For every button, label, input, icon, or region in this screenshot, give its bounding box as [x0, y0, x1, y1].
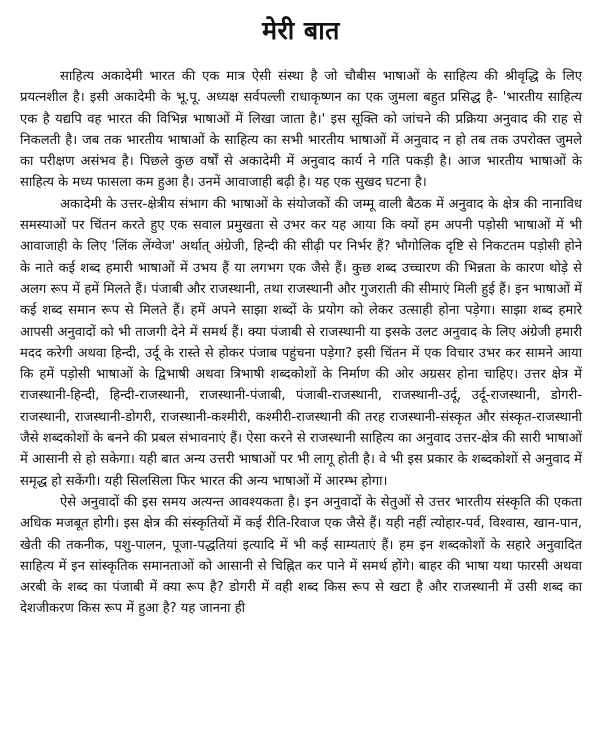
paragraph: ऐसे अनुवादों की इस समय अत्यन्त आवश्यकता है। इन अनुवादों के सेतुओं से उत्तर भारतीय संस्कृति की एकता अधिक मजबूत होगी। इस क्षेत्र की संस्कृतियों में कई रीति-रिवाज एक जैसे हैं। यही नहीं त्योहार-पर्व, विश्वास, खान-पान, खेती की तकनीक, पशु-पालन, पूजा-पद्धतियां इत्यादि में भी कई साम्यताएं हैं। हम इन शब्दकोशों के सहारे अनुवादित साहित्य में इन सांस्कृतिक समानताओं को आसानी से चिह्नित कर पाने में समर्थ होंगे। बाहर की भाषा यथा फारसी अथवा अरबी के शब्द का पंजाबी में क्या रूप है? डोगरी में वही शब्द किस रूप से खटा है और राजस्थानी में उसी शब्द का देशजीकरण किस रूप में हुआ है? यह जानना ही — [20, 494, 582, 617]
paragraph: अकादेमी के उत्तर-क्षेत्रीय संभाग की भाषाओं के संयोजकों की जम्मू वाली बैठक में अनुवाद के क्षेत्र की नानाविध समस्याओं पर चिंतन करते हुए एक सवाल प्रमुखता से उभर कर यह आया कि क्यों हम अपनी पड़ोसी भाषाओं में भी आवाजाही के लिए 'लिंक लेंग्वेज' अर्थात् अंग्रेजी, हिन्दी की सीढ़ी पर निर्भर हैं? भौगोलिक दृष्टि से निकटतम पड़ोसी होने के नाते कई शब्द हमारी भाषाओं में उभय हैं या लगभग एक जैसे हैं। कुछ शब्द उच्चारण की भिन्नता के कारण थोड़े से अलग रूप में हमें मिलते हैं। पंजाबी और राजस्थानी, तथा राजस्थानी और गुजराती की सीमाएं मिली हुई हैं। इन भाषाओं में कई शब्द समान रूप से मिलते हैं। हमें अपने साझा शब्दों के प्रयोग को लेकर उत्साही होना पड़ेगा। साझा शब्द हमारे आपसी अनुवादों को भी ताजगी देने में समर्थ हैं। क्या पंजाबी से राजस्थानी या इसके उलट अनुवाद के लिए अंग्रेजी हमारी मदद करेगी अथवा हिन्दी, उर्दू के रास्ते से होकर पंजाब पहुंचना पड़ेगा? इसी चिंतन में एक विचार उभर कर सामने आया कि हमें पड़ोसी भाषाओं के द्विभाषी अथवा त्रिभाषी शब्दकोशों के निर्माण की ओर अग्रसर होना चाहिए। उत्तर क्षेत्र में राजस्थानी-हिन्दी, हिन्दी-राजस्थानी, राजस्थानी-पंजाबी, पंजाबी-राजस्थानी, राजस्थानी-उर्दू, उर्दू-राजस्थानी, डोगरी-राजस्थानी, राजस्थानी-डोगरी, राजस्थानी-कश्मीरी, कश्मीरी-राजस्थानी की तरह राजस्थानी-संस्कृत और संस्कृत-राजस्थानी जैसे शब्दकोशों के बनने की प्रबल संभावनाएं हैं। ऐसा करने से राजस्थानी साहित्य का अनुवाद उत्तर-क्षेत्र की सारी भाषाओं में आसानी से हो सकेगा। यही बात अन्य उत्तरी भाषाओं पर भी लागू होती है। वे भी इस प्रकार के शब्दकोशों से अनुवाद में समृद्ध हो सकेंगी। यही सिलसिला फिर भारत की अन्य भाषाओं में आरम्भ होगा। — [20, 196, 582, 489]
page-title: मेरी बात — [262, 16, 340, 45]
document-body — [20, 66, 582, 620]
paragraph: साहित्य अकादेमी भारत की एक मात्र ऐसी संस्था है जो चौबीस भाषाओं के साहित्य की श्रीवृद्धि के लिए प्रयत्नशील है। इसी अकादेमी के भू.पू. अध्यक्ष सर्वपल्ली राधाकृष्णन का एक जुमला बहुत प्रसिद्ध है- 'भारतीय साहित्य एक है यद्यपि वह भारत की विभिन्न भाषाओं में लिखा जाता है।' इस सूक्ति को जांचने की प्रक्रिया अनुवाद की राह से निकलती है। जब तक भारतीय भाषाओं के साहित्य का सभी भारतीय भाषाओं में अनुवाद न हो तब तक उपरोक्त जुमले का परीक्षण असंभव है। पिछले कुछ वर्षों से अकादेमी में अनुवाद कार्य ने गति पकड़ी है। आज भारतीय भाषाओं के साहित्य के मध्य फासला कम हुआ है। उनमें आवाजाही बढ़ी है। यह एक सुखद घटना है। — [20, 69, 582, 191]
